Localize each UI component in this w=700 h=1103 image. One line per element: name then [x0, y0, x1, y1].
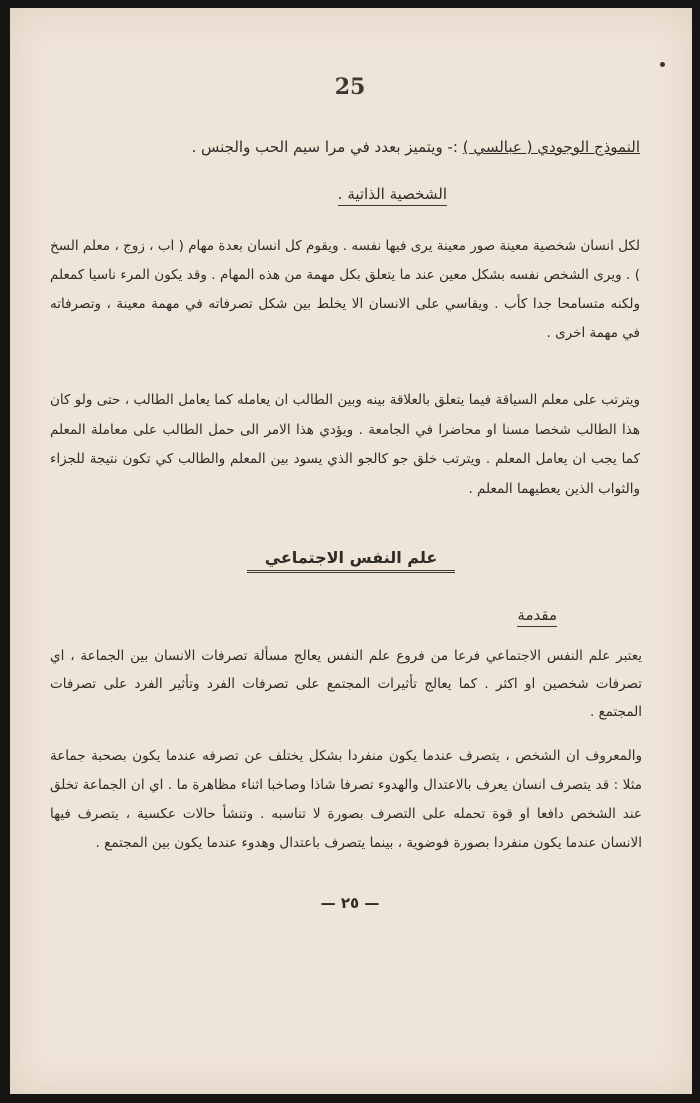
page-number-top: 25	[334, 74, 366, 100]
model-heading-title: النموذج الوجودي ( عبالسي )	[462, 138, 640, 156]
ink-dot	[660, 62, 665, 67]
document-page	[10, 8, 692, 1094]
page-number-bottom: — ٢٥ —	[320, 894, 380, 912]
intro-title: مقدمة	[517, 606, 557, 627]
model-heading-text: ويتميز بعدد في مرا سيم الحب والجنس .	[191, 138, 443, 156]
paragraph-personality: لكل انسان شخصية معينة صور معينة يرى فيها نفسه . ويقوم كل انسان بعدة مهام ( اب ، زوج ، معلم السخ ) . ويرى الشخص نفسه بشكل معين عند ما يتعلق بكل مهمة من هذه المهام . وقد يكون المرء ناسيا كمعلم ولكنه متسامحا جدا كأب . ويقاسي على الانسان الا يخلط بين شكل تصرفاته في مهمة معينة ، وتصرفاته في مهمة اخرى .	[50, 238, 640, 341]
paragraph-definition: يعتبر علم النفس الاجتماعي فرعا من فروع علم النفس يعالج مسألة تصرفات الانسان بين الجماعة ، اي تصرفات شخصين او اكثر . كما يعالج تأثيرات المجتمع على تصرفات الفرد وتأثير الفرد على تصرفات المجتمع .	[50, 648, 642, 720]
model-heading	[50, 136, 640, 158]
model-heading-separator: :-	[442, 138, 463, 156]
chapter-title-text: علم النفس الاجتماعي	[247, 548, 456, 573]
paragraph-group-behavior: والمعروف ان الشخص ، يتصرف عندما يكون منفردا بشكل يختلف عن تصرفه عندما يكون بصحبة جماعة مثلا : قد يتصرف انسان يعرف بالاعتدال والهدوء تصرفا شاذا وصاخبا اثناء مظاهرة ما . اي ان الجماعة تخلق عند الشخص دافعا او قوة تحمله على التصرف بصورة لا تناسبه . وتنشأ حالات عكسية ، يتصرف فيها الانسان عندما يكون منفردا بصورة فوضوية ، بينما يتصرف باعتدال وهدوء عندما يكون بين المجتمع .	[50, 748, 642, 851]
chapter-title	[10, 548, 692, 573]
paragraph-driving-teacher: ويترتب على معلم السياقة فيما يتعلق بالعلاقة بينه وبين الطالب ان يعامله كما يعامل الطالب ، حتى ولو كان هذا الطالب شخصا مسنا او محاضرا في الجامعة . ويؤدي هذا الامر الى حمل الطالب على معاملة المعلم كما يجب ان يعامل المعلم . ويترتب خلق جو كالجو الذي يسود بين المعلم والطالب كي تكون نتيجة للجزاء والثواب الذين يعطيهما المعلم .	[50, 392, 640, 497]
section-title-personality: الشخصية الذاتية .	[338, 185, 447, 206]
